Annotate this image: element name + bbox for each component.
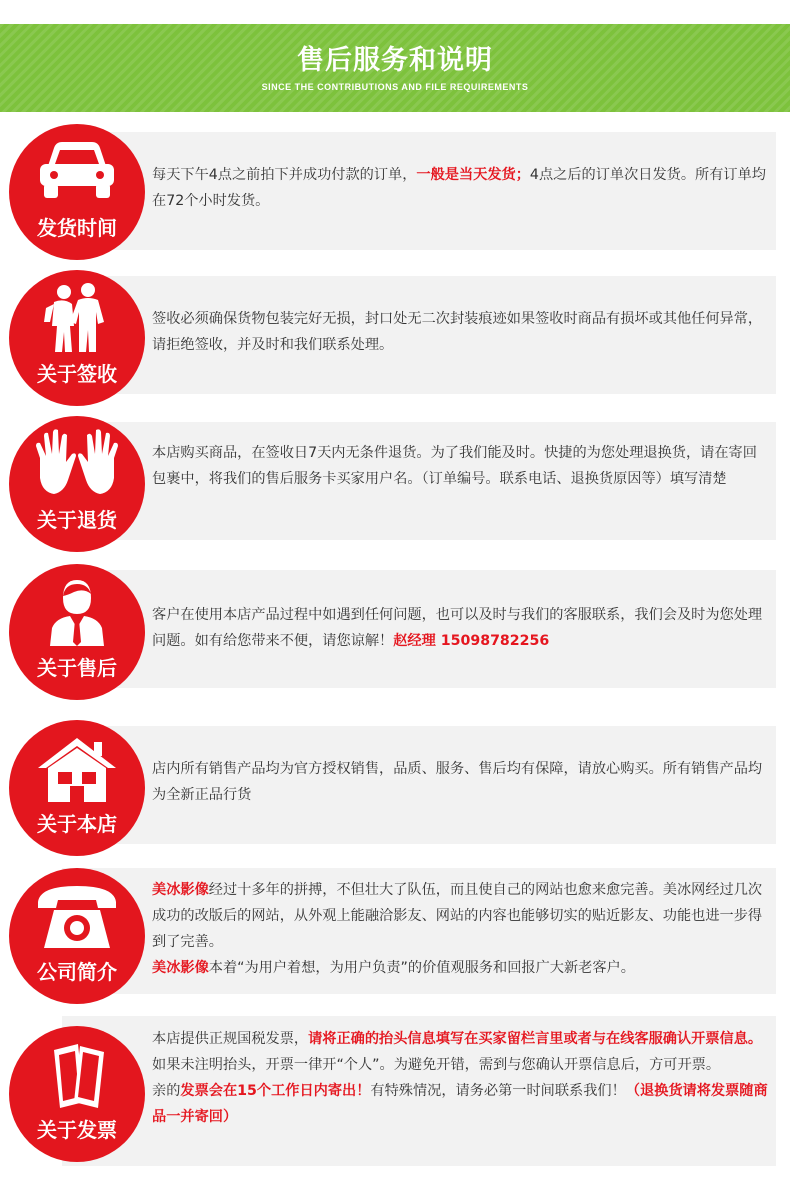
section-badge xyxy=(9,868,145,1004)
section-badge xyxy=(9,270,145,406)
body-text: 如果未注明抬头，开票一律开“个人”。为避免开错，需到与您确认开票信息后，方可开票。 xyxy=(152,1057,721,1073)
section-label: 发货时间 xyxy=(37,216,117,240)
page-subtitle: SINCE THE CONTRIBUTIONS AND FILE REQUIREMENTS xyxy=(261,82,529,92)
section-after-sales xyxy=(0,562,790,702)
house-icon xyxy=(32,732,122,806)
section-badge xyxy=(9,124,145,260)
section-label: 关于本店 xyxy=(37,812,117,836)
body-text: 店内所有销售产品均为官方授权销售，品质、服务、售后均有保障，请放心购买。所有销售产品均为全新正品行货 xyxy=(152,761,763,803)
section-label: 关于发票 xyxy=(37,1118,117,1142)
body-text: 签收必须确保货物包装完好无损，封口处无二次封装痕迹如果签收时商品有损坏或其他任何异常，请拒绝签收，并及时和我们联系处理。 xyxy=(152,311,763,353)
section-signing xyxy=(0,268,790,408)
section-text xyxy=(152,162,770,214)
body-text: 客户在使用本店产品过程中如遇到任何问题，也可以及时与我们的客服联系，我们会及时为您处理问题。如有给您带来不便，请您谅解！ xyxy=(152,607,763,649)
hands-icon xyxy=(32,428,122,502)
person-icon xyxy=(32,576,122,650)
section-badge xyxy=(9,416,145,552)
section-about-store xyxy=(0,718,790,858)
body-text: 有特殊情况，请务必第一时间联系我们！ xyxy=(370,1083,626,1099)
body-text: 本着“为用户着想，为用户负责”的价值观服务和回报广大新老客户。 xyxy=(208,960,635,976)
paragraph xyxy=(152,440,770,492)
body-text: 4点之后的订单次日发货。所有订单均在72个小时发货。 xyxy=(152,167,766,209)
section-text xyxy=(152,1026,770,1130)
body-text: 每天下午4点之前拍下并成功付款的订单， xyxy=(152,167,417,183)
section-text xyxy=(152,440,770,492)
highlight-text: （退换货请将发票随商品一并寄回） xyxy=(152,1083,768,1125)
paragraph xyxy=(152,955,770,981)
highlight-text: 美冰影像 xyxy=(152,882,209,898)
highlight-text: 发票会在15个工作日内寄出！ xyxy=(180,1083,371,1099)
highlight-text: 赵经理 15098782256 xyxy=(393,633,550,649)
paragraph xyxy=(152,756,770,808)
paragraph xyxy=(152,1026,770,1078)
section-badge xyxy=(9,564,145,700)
section-badge xyxy=(9,1026,145,1162)
couple-icon xyxy=(32,282,122,356)
section-label: 关于退货 xyxy=(37,508,117,532)
section-invoice xyxy=(0,1016,790,1180)
section-text xyxy=(152,877,770,981)
section-returns xyxy=(0,414,790,554)
section-text xyxy=(152,756,770,808)
highlight-text: 一般是当天发货； xyxy=(416,167,530,183)
section-label: 关于签收 xyxy=(37,362,117,386)
section-company-intro xyxy=(0,868,790,1008)
highlight-text: 请将正确的抬头信息填写在买家留栏言里或者与在线客服确认开票信息。 xyxy=(308,1031,763,1047)
paragraph xyxy=(152,1078,770,1130)
invoice-icon xyxy=(32,1038,122,1112)
section-text xyxy=(152,306,770,358)
page-header xyxy=(0,24,790,112)
highlight-text: 美冰影像 xyxy=(152,960,209,976)
body-text: 本店提供正规国税发票， xyxy=(152,1031,309,1047)
body-text: 经过十多年的拼搏，不但壮大了队伍，而且使自己的网站也愈来愈完善。美冰网经过几次成功的改版后的网站，从外观上能融洽影友、网站的内容也能够切实的贴近影友、功能也进一步得到了完善。 xyxy=(152,882,763,950)
page-title: 售后服务和说明 xyxy=(297,45,493,76)
section-label: 公司简介 xyxy=(37,960,117,984)
paragraph xyxy=(152,162,770,214)
paragraph xyxy=(152,877,770,955)
section-badge xyxy=(9,720,145,856)
section-label: 关于售后 xyxy=(37,656,117,680)
paragraph xyxy=(152,602,770,654)
body-text: 本店购买商品，在签收日7天内无条件退货。为了我们能及时。快捷的为您处理退换货，请在寄回包裹中，将我们的售后服务卡买家用户名。（订单编号。联系电话、退换货原因等）填写清楚 xyxy=(152,445,757,487)
section-text xyxy=(152,602,770,654)
body-text: 亲的 xyxy=(152,1083,181,1099)
telephone-icon xyxy=(32,880,122,954)
section-shipping-time xyxy=(0,122,790,262)
paragraph xyxy=(152,306,770,358)
car-icon xyxy=(32,136,122,210)
